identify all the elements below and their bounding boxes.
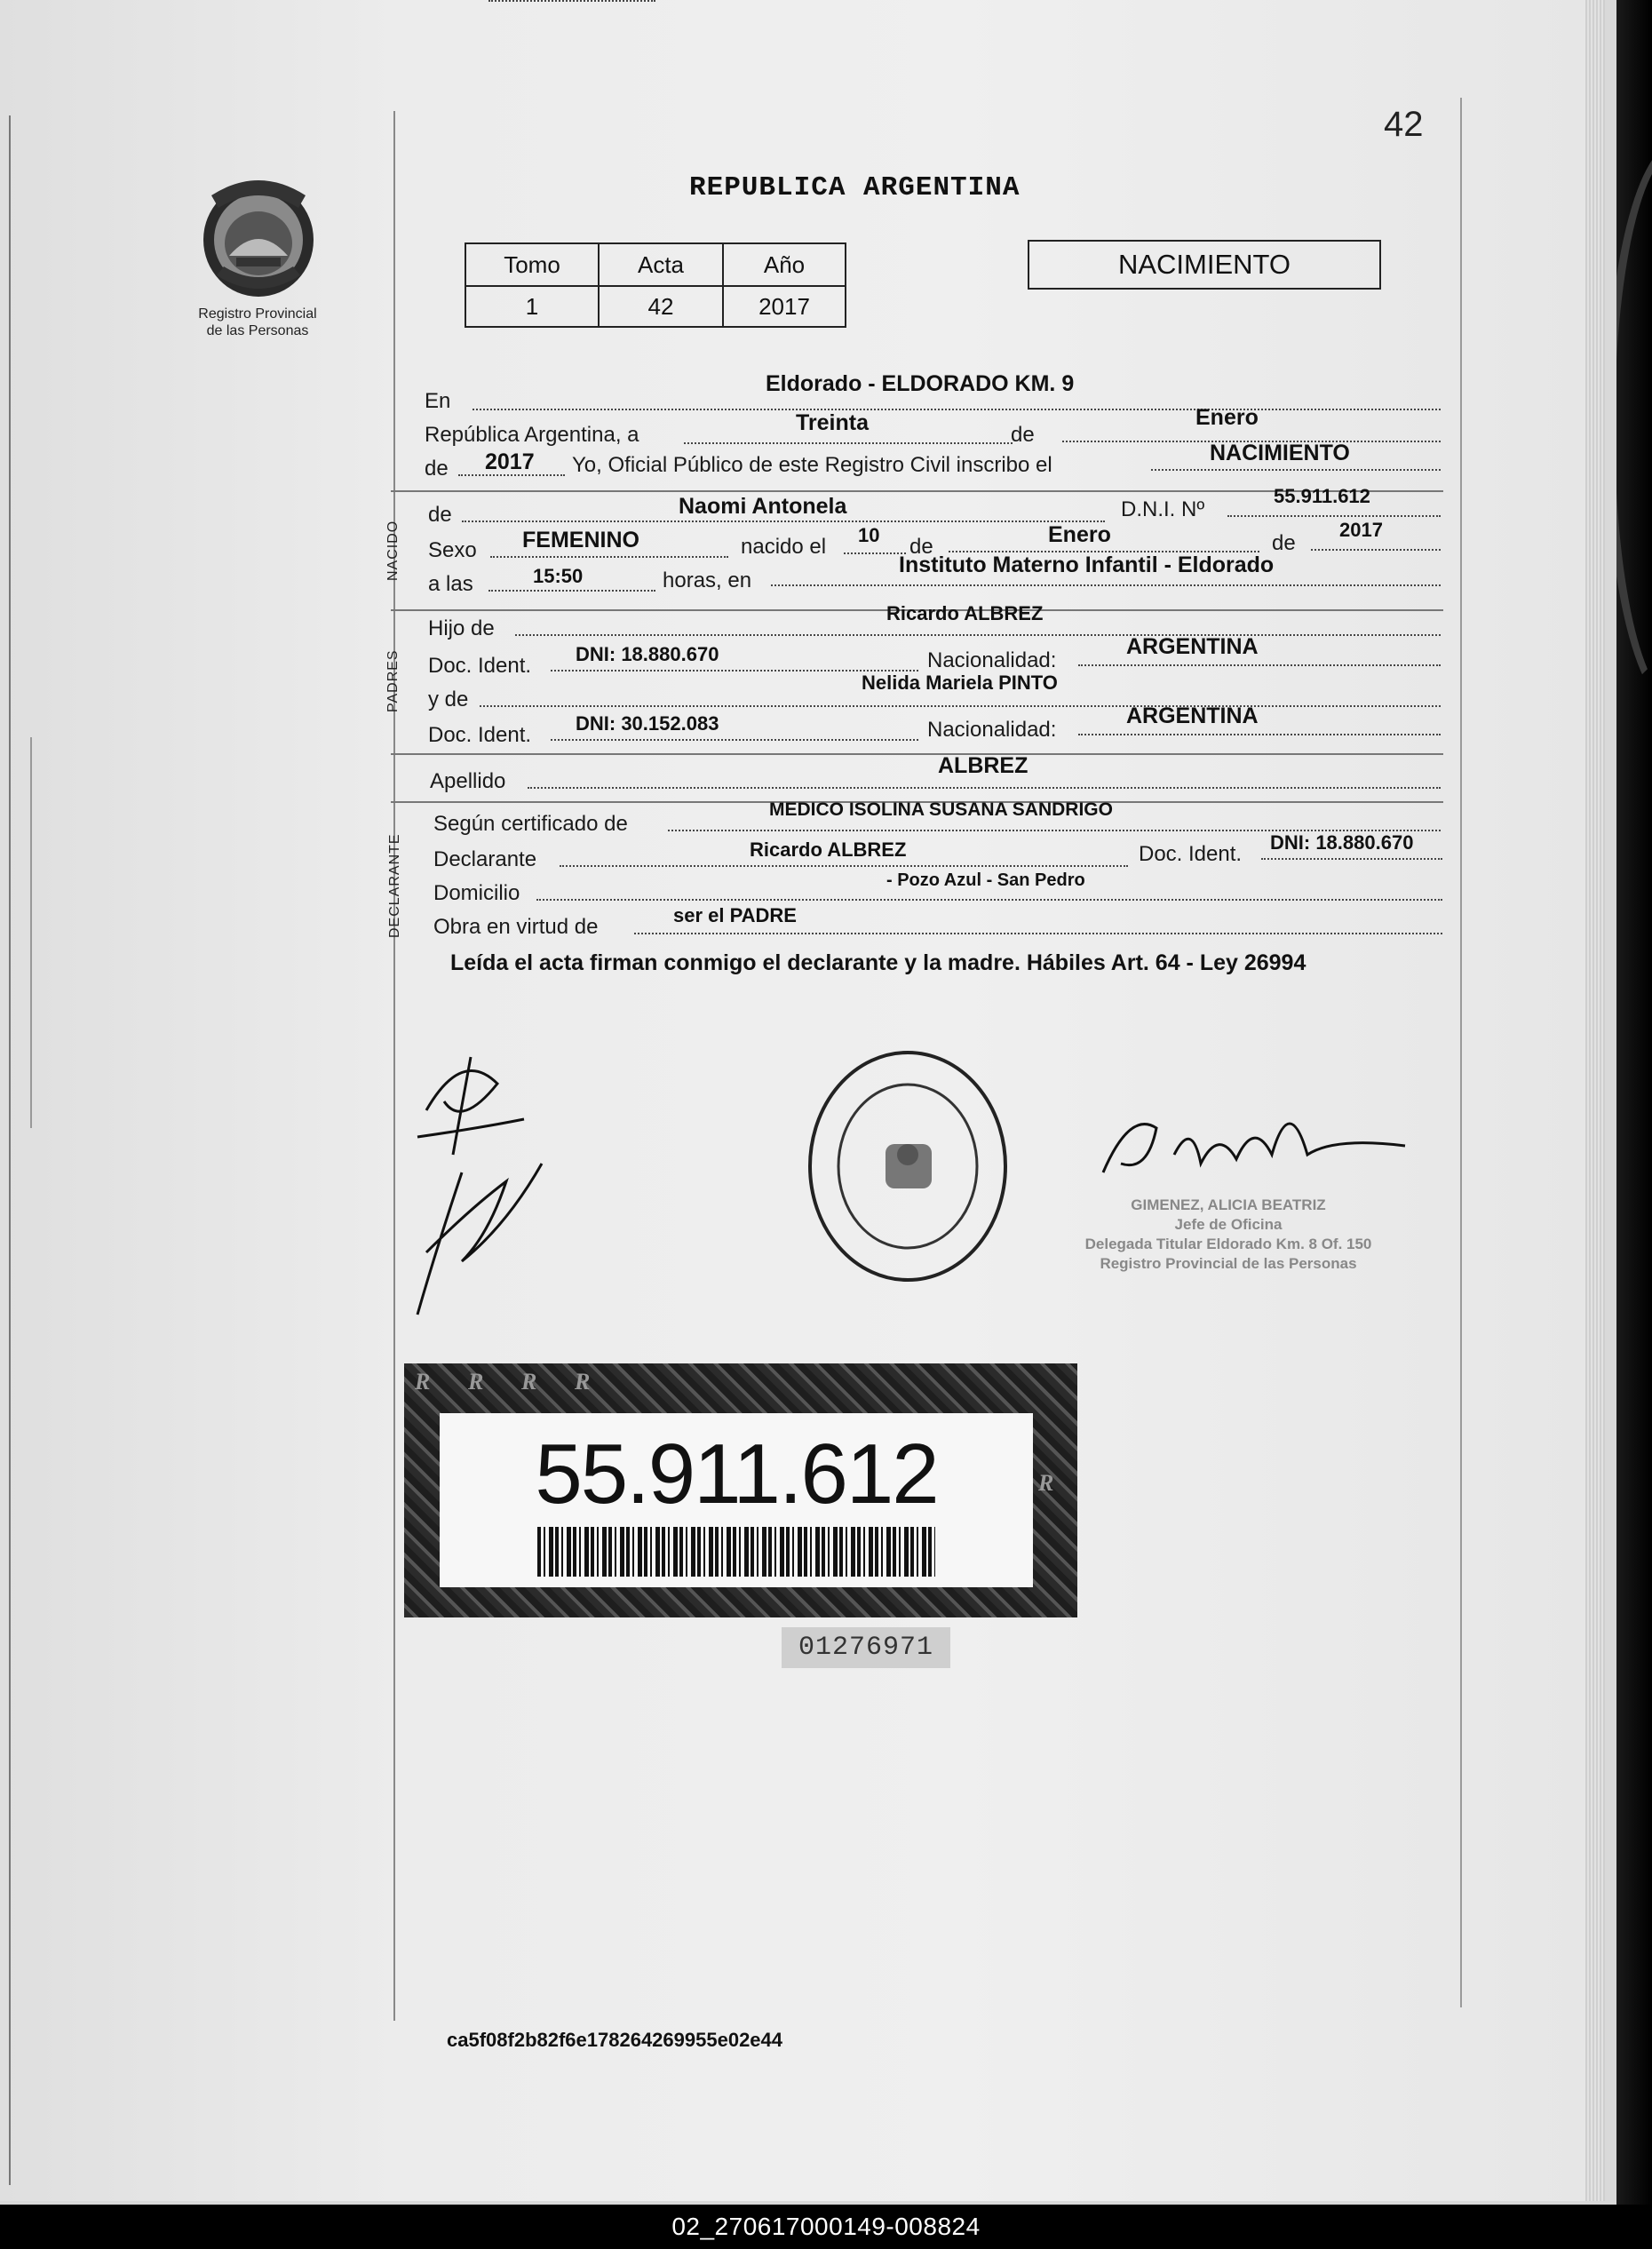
- dotted-line: [1151, 469, 1441, 471]
- doc-ident-label: Doc. Ident.: [428, 654, 532, 678]
- segun-certificado-label: Según certificado de: [433, 812, 628, 836]
- nacionalidad-label: Nacionalidad:: [927, 648, 1057, 672]
- dotted-line: [528, 787, 1441, 789]
- org-line-1: Registro Provincial: [198, 306, 317, 322]
- dotted-line: [490, 556, 728, 558]
- republica-label: República Argentina, a: [425, 423, 639, 447]
- birth-month-value: Enero: [1048, 522, 1111, 547]
- closing-statement: Leída el acta firman conmigo el declarante y la madre. Hábiles Art. 64 - Ley 26994: [450, 950, 1307, 975]
- nacido-side-label: NACIDO: [385, 520, 401, 581]
- declarant-signature: [409, 1030, 551, 1323]
- provincial-emblem-icon: [194, 169, 323, 302]
- apellido-label: Apellido: [430, 769, 506, 793]
- r-logo-icon: R: [415, 1369, 431, 1395]
- sexo-value: FEMENINO: [522, 528, 639, 552]
- dotted-line: [1261, 858, 1442, 860]
- year-value: 2017: [485, 449, 535, 474]
- de-label: de: [909, 535, 933, 559]
- dotted-line: [480, 705, 1441, 707]
- father-nationality-value: ARGENTINA: [1126, 634, 1259, 659]
- day-words-value: Treinta: [796, 410, 869, 435]
- dotted-line: [536, 899, 1442, 901]
- nacido-de-label: de: [428, 503, 452, 527]
- hijo-de-label: Hijo de: [428, 616, 495, 640]
- nacionalidad-label: Nacionalidad:: [927, 718, 1057, 742]
- dotted-line: [551, 739, 918, 741]
- dotted-line: [560, 865, 1128, 867]
- officer-stamp-text: [1064, 1196, 1393, 1274]
- dotted-line: [684, 442, 1013, 444]
- dni-number: 55.911.612: [535, 1426, 938, 1522]
- org-line-2: de las Personas: [206, 323, 309, 338]
- mother-name-value: Nelida Mariela PINTO: [862, 672, 1058, 694]
- birth-place-value: Instituto Materno Infantil - Eldorado: [899, 552, 1275, 577]
- dotted-line: [515, 634, 1441, 636]
- child-dni-value: 55.911.612: [1274, 485, 1370, 507]
- file-id-footer: 02_270617000149-008824: [0, 2205, 1652, 2249]
- value-acta: 42: [599, 286, 723, 327]
- declarante-side-label: DECLARANTE: [387, 833, 402, 938]
- time-value: 15:50: [533, 565, 584, 587]
- dotted-line: [473, 409, 1441, 410]
- r-logo-icon: R: [521, 1369, 537, 1395]
- obra-label: Obra en virtud de: [433, 915, 599, 939]
- serial-number: 01276971: [782, 1627, 950, 1668]
- mother-nationality-value: ARGENTINA: [1126, 703, 1259, 728]
- registry-seal-icon: [804, 1046, 1013, 1286]
- dotted-line: [844, 552, 906, 554]
- dotted-line: [1227, 515, 1441, 517]
- officer-signature: [1094, 1101, 1414, 1199]
- act-type-value: NACIMIENTO: [1210, 441, 1350, 465]
- document-hash: ca5f08f2b82f6e178264269955e02e44: [447, 2029, 783, 2051]
- obra-value: ser el PADRE: [673, 904, 797, 926]
- value-tomo: 1: [465, 286, 599, 327]
- officer-registry: Registro Provincial de las Personas: [1100, 1255, 1357, 1272]
- domicilio-label: Domicilio: [433, 881, 520, 905]
- dotted-line: [488, 590, 655, 592]
- dotted-line: [462, 521, 1105, 522]
- officer-role: Jefe de Oficina: [1174, 1216, 1283, 1233]
- dni-label-panel: [440, 1413, 1033, 1587]
- dotted-line: [1078, 664, 1441, 666]
- header-ano: Año: [723, 243, 846, 286]
- right-margin-line: [1460, 98, 1462, 2007]
- declarante-label: Declarante: [433, 847, 537, 871]
- child-name-value: Naomi Antonela: [679, 494, 847, 519]
- r-logo-icon: R: [575, 1369, 591, 1395]
- birth-year-value: 2017: [1339, 519, 1383, 541]
- father-name-value: Ricardo ALBREZ: [886, 602, 1044, 624]
- dotted-line: [771, 584, 1441, 586]
- declarante-doc-value: DNI: 18.880.670: [1270, 831, 1414, 854]
- y-de-label: y de: [428, 687, 469, 711]
- de2-label: de: [425, 457, 449, 481]
- declarante-doc-label: Doc. Ident.: [1139, 842, 1243, 866]
- binding-line-inner: [30, 737, 32, 1128]
- r-logo-icon: R: [1038, 1470, 1054, 1496]
- dotted-line: [1311, 549, 1441, 551]
- certificate-value: MEDICO ISOLINA SUSANA SANDRIGO: [769, 799, 1113, 820]
- father-doc-value: DNI: 18.880.670: [576, 643, 719, 665]
- value-ano: 2017: [723, 286, 846, 327]
- section-divider: [391, 753, 1443, 755]
- officer-name: GIMENEZ, ALICIA BEATRIZ: [1131, 1196, 1326, 1213]
- place-value: Eldorado - ELDORADO KM. 9: [766, 371, 1075, 396]
- doc-ident-label: Doc. Ident.: [428, 723, 532, 747]
- registry-table: [465, 242, 846, 328]
- header-tomo: Tomo: [465, 243, 599, 286]
- padres-side-label: PADRES: [385, 649, 401, 712]
- oficial-text: Yo, Oficial Público de este Registro Civil inscribo el: [572, 453, 1052, 477]
- declarante-name-value: Ricardo ALBREZ: [750, 838, 907, 861]
- dni-label-sticker: [404, 1363, 1077, 1617]
- de-label: de: [1272, 531, 1296, 555]
- r-logo-icon: R: [468, 1369, 484, 1395]
- header-acta: Acta: [599, 243, 723, 286]
- page-number: 42: [1384, 105, 1424, 144]
- dotted-line: [1078, 734, 1441, 735]
- horas-label: horas, en: [663, 568, 752, 592]
- dni-label: D.N.I. Nº: [1121, 497, 1205, 521]
- act-type-box: NACIMIENTO: [1028, 240, 1381, 290]
- domicilio-value: - Pozo Azul - San Pedro: [886, 870, 1085, 890]
- sexo-label: Sexo: [428, 538, 477, 562]
- margin-line: [393, 111, 395, 2021]
- nacido-el-label: nacido el: [741, 535, 827, 559]
- registry-org-name: [160, 306, 355, 339]
- en-label: En: [425, 389, 451, 413]
- page-title: REPUBLICA ARGENTINA: [689, 172, 1021, 203]
- birth-day-value: 10: [858, 524, 880, 546]
- month-value: Enero: [1195, 405, 1259, 430]
- mother-doc-value: DNI: 30.152.083: [576, 712, 719, 735]
- dotted-line: [634, 933, 1442, 934]
- binding-line: [9, 115, 11, 2185]
- dotted-line: [488, 0, 655, 2]
- barcode: [537, 1527, 935, 1577]
- officer-office: Delegada Titular Eldorado Km. 8 Of. 150: [1084, 1236, 1372, 1252]
- apellido-value: ALBREZ: [938, 753, 1029, 778]
- page-edges: [1585, 0, 1605, 2201]
- a-las-label: a las: [428, 572, 473, 596]
- de-label: de: [1011, 423, 1035, 447]
